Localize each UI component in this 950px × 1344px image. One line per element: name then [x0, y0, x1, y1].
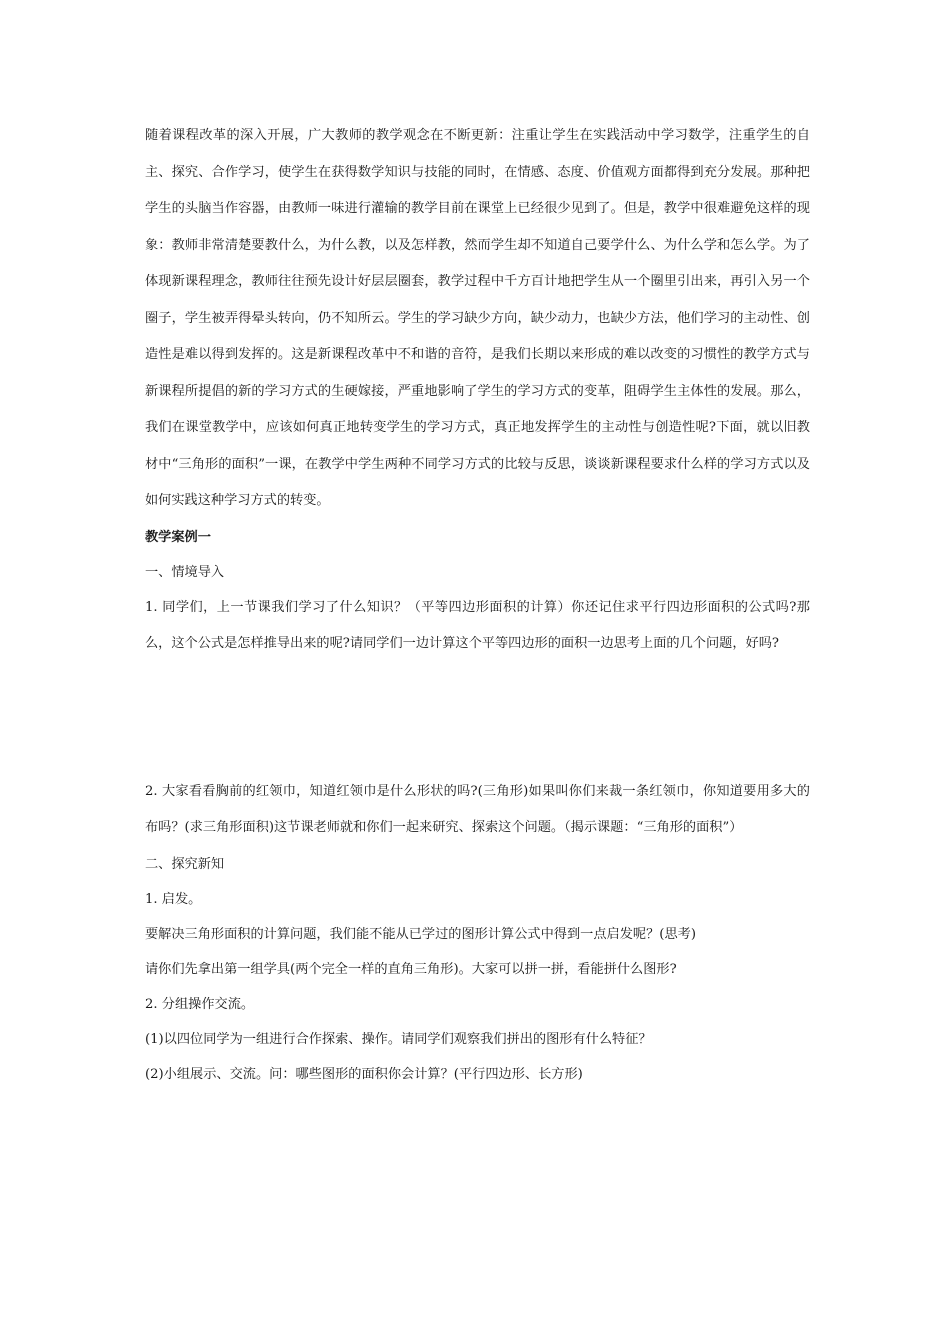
step-1-line-1: 要解决三角形面积的计算问题，我们能不能从已学过的图形计算公式中得到一点启发呢？(思考) — [145, 926, 696, 942]
step-1-line-2: 请你们先拿出第一组学具(两个完全一样的直角三角形)。大家可以拼一拼，看能拼什么图形? — [145, 961, 677, 977]
document-page — [145, 118, 810, 1092]
step-1-title: 1. 启发。 — [145, 891, 202, 907]
section-1-title: 一、情境导入 — [145, 564, 225, 580]
step-2-title: 2. 分组操作交流。 — [145, 996, 255, 1012]
case-heading: 教学案例一 — [145, 529, 211, 545]
section-2-title: 二、探究新知 — [145, 856, 225, 872]
blank-space — [145, 663, 810, 774]
section-1-item-1: 1. 同学们，上一节课我们学习了什么知识？（平等四边形面积的计算）你还记住求平行四边形面积的公式吗?那么，这个公式是怎样推导出来的呢?请同学们一边计算这个平等四边形的面积一边思考上面的几个问题，好吗? — [145, 599, 810, 651]
step-2-line-2: (2)小组展示、交流。问：哪些图形的面积你会计算？(平行四边形、长方形) — [145, 1066, 583, 1082]
step-2-line-1: (1)以四位同学为一组进行合作探索、操作。请同学们观察我们拼出的图形有什么特征？ — [145, 1031, 652, 1047]
section-1-item-2: 2. 大家看看胸前的红领巾，知道红领巾是什么形状的吗?(三角形)如果叫你们来裁一条红领巾，你知道要用多大的布吗？(求三角形面积)这节课老师就和你们一起来研究、探索这个问题。（揭示课题：“三角形的面积”） — [145, 783, 810, 835]
intro-paragraph: 随着课程改革的深入开展，广大教师的教学观念在不断更新：注重让学生在实践活动中学习数学，注重学生的自主、探究、合作学习，使学生在获得数学知识与技能的同时，在情感、态度、价值观方面都得到充分发展。那种把学生的头脑当作容器，由教师一味进行灌输的教学目前在课堂上已经很少见到了。但是，教学中很难避免这样的现象：教师非常清楚要教什么，为什么教，以及怎样教，然而学生却不知道自己要学什么、为什么学和怎么学。为了体现新课程理念，教师往往预先设计好层层圈套，教学过程中千方百计地把学生从一个圈里引出来，再引入另一个圈子，学生被弄得晕头转向，仍不知所云。学生的学习缺少方向，缺少动力，也缺少方法，他们学习的主动性、创造性是难以得到发挥的。这是新课程改革中不和谐的音符，是我们长期以来形成的难以改变的习惯性的教学方式与新课程所提倡的新的学习方式的生硬嫁接，严重地影响了学生的学习方式的变革，阻碍学生主体性的发展。那么，我们在课堂教学中，应该如何真正地转变学生的学习方式，真正地发挥学生的主动性与创造性呢?下面，就以旧教材中“三角形的面积”一课，在教学中学生两种不同学习方式的比较与反思，谈谈新课程要求什么样的学习方式以及如何实践这种学习方式的转变。 — [145, 128, 810, 508]
